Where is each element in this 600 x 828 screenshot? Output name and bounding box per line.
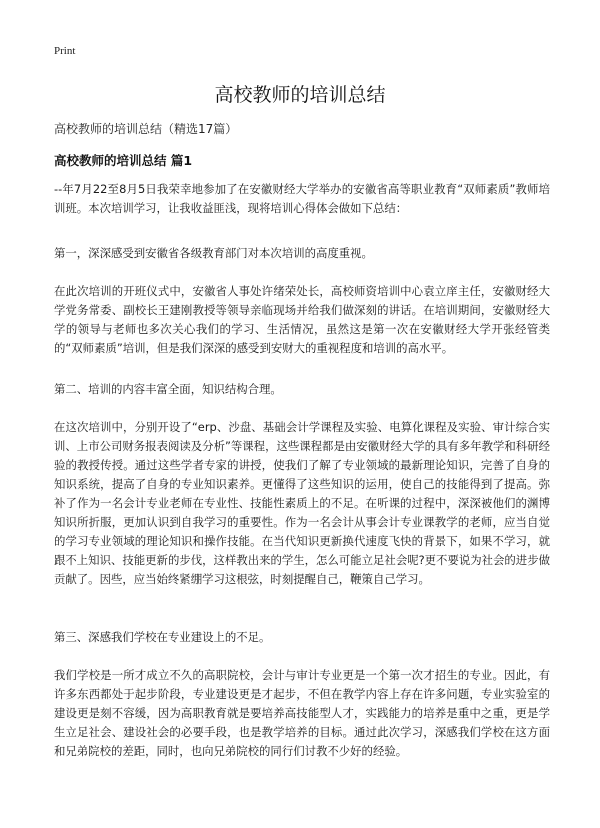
paragraph-intro: --年7月22至8月5日我荣幸地参加了在安徽财经大学举办的安徽省高等职业教育“双师素质”教师培训班。本次培训学习，让我收益匪浅，现将培训心得体会做如下总结： <box>54 182 550 215</box>
paragraph-point-two-body: 在这次培训中，分别开设了“erp、沙盘、基础会计学课程及实验、电算化课程及实验、审计综合实训、上市公司财务报表阅读及分析”等课程，这些课程都是由安徽财经大学的具有多年教学和科研经验的教授传授。通过这些学者专家的讲授，使我们了解了专业领域的最新理论知识，完善了自身的知识系统，提高了自身的专业知识素养。更懂得了这些知识的运用，使自己的技能得到了提高。弥补了作为一名会计专业老师在专业性、技能性素质上的不足。在听课的过程中，深深被他们的渊博知识所折服，更加认识到自我学习的重要性。作为一名会计从事会计专业课教学的老师，应当自觉的学习专业领域的理论知识和操作技能。在当代知识更新换代速度飞快的背景下，如果不学习，就跟不上知识、技能更新的步伐，这样教出来的学生，怎么可能立足社会呢?更不要说为社会的进步做贡献了。因些，应当始终紧绷学习这根弦，时刻提醒自己，鞭策自己学习。 <box>54 420 550 586</box>
print-link[interactable]: Print <box>54 45 76 57</box>
page-title: 高校教师的培训总结 <box>214 84 386 106</box>
paragraph-point-two-heading: 第二、培训的内容丰富全面，知识结构合理。 <box>54 382 282 396</box>
paragraph-point-one-body: 在此次培训的开班仪式中，安徽省人事处许绪荣处长，高校师资培训中心袁立庠主任，安徽财经大学党务常委、副校长王建刚教授等领导亲临现场并给我们做深刻的讲话。在培训期间，安徽财经大学的领导与老师也多次关心我们的学习、生活情况，虽然这是第一次在安徽财经大学开张经管类的“双师素质”培训，但是我们深深的感受到安财大的重视程度和培训的高水平。 <box>54 284 550 355</box>
document-subtitle: 高校教师的培训总结（精选17篇） <box>54 122 238 136</box>
paragraph-point-three-body: 我们学校是一所才成立不久的高职院校，会计与审计专业更是一个第一次才招生的专业。因此，有许多东西都处于起步阶段，专业建设更是才起步，不但在教学内容上存在许多问题，专业实验室的建设更是刻不容缓，因为高职教育就是要培养高技能型人才，实践能力的培养是重中之重，更是学生立足社会、建设社会的必要手段，也是教学培养的目标。通过此次学习，深感我们学校在这方面和兄弟院校的差距，同时，也向兄弟院校的同行们讨教不少好的经验。 <box>54 668 550 758</box>
paragraph-point-three-heading: 第三、深感我们学校在专业建设上的不足。 <box>54 630 271 644</box>
paragraph-point-one-heading: 第一，深深感受到安徽省各级教育部门对本次培训的高度重视。 <box>54 246 373 260</box>
section-heading: 高校教师的培训总结 篇1 <box>54 153 193 168</box>
